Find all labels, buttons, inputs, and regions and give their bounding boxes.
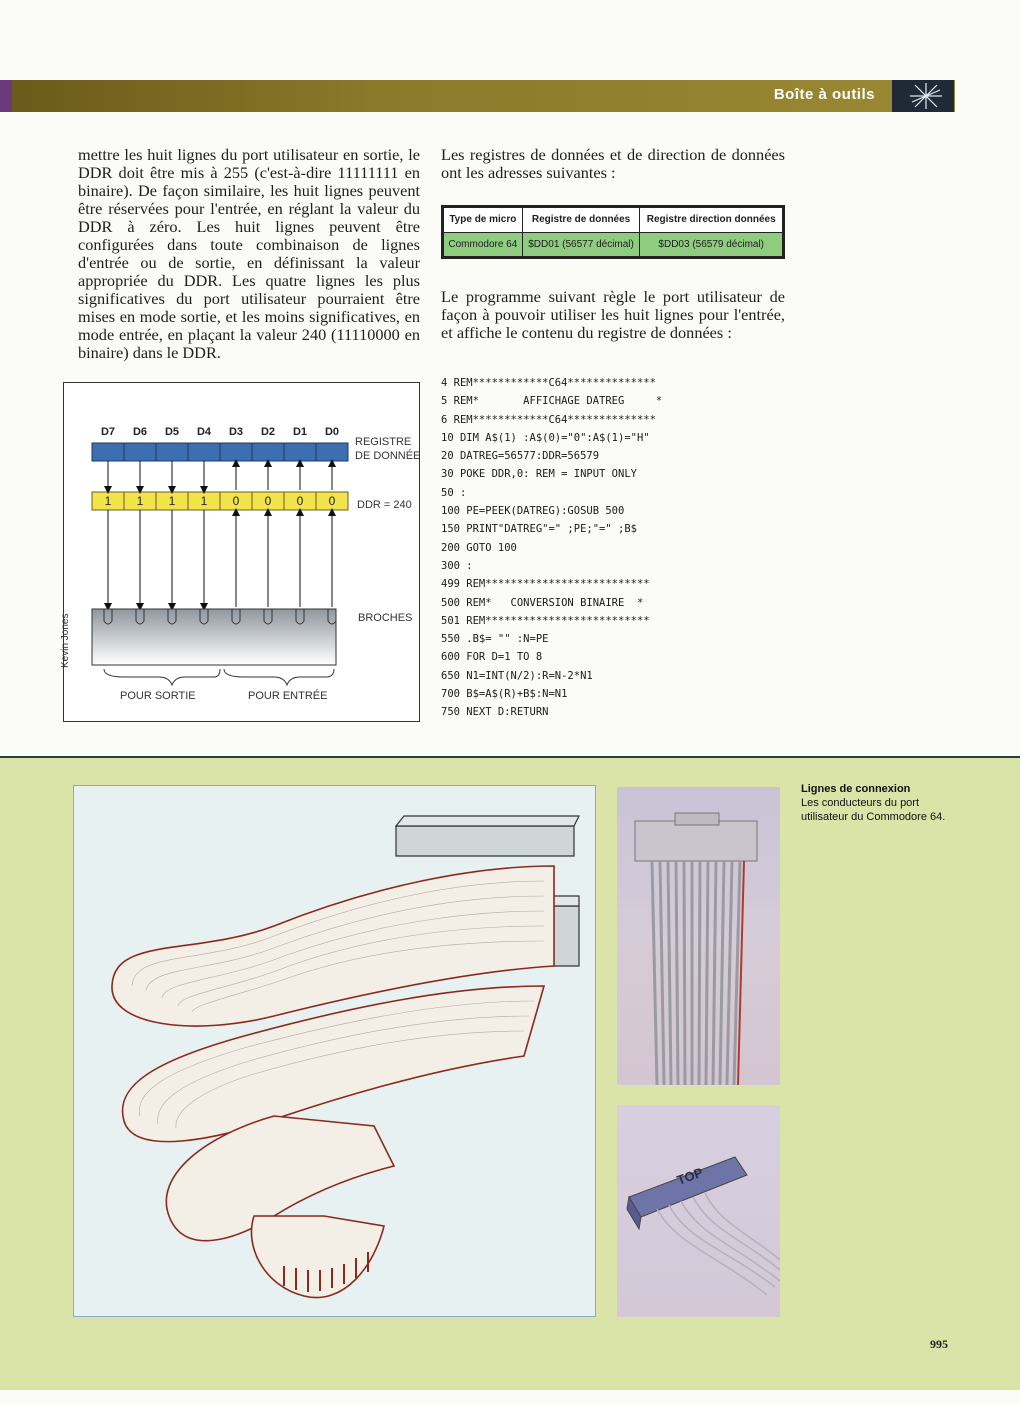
register-cell: [252, 443, 284, 461]
table-cell: $DD03 (56579 décimal): [640, 232, 783, 257]
ddr-diagram-svg: [64, 383, 421, 723]
body-text-program-intro: Le programme suivant règle le port utilisateur de façon à pouvoir utiliser les huit lignes pour l'entrée, et affiche le contenu du registre de données :: [441, 287, 785, 342]
connector-photo-bottom: [617, 1105, 780, 1317]
bit-label: D5: [164, 426, 180, 438]
code-line: 499 REM**************************: [441, 578, 650, 591]
code-line: 4 REM************C64**************: [441, 377, 656, 389]
bit-label: D6: [132, 426, 148, 438]
bit-label: D7: [100, 426, 116, 438]
ribbon-cable-drawing: [74, 786, 595, 1316]
register-cell: [220, 443, 252, 461]
code-line: 650 N1=INT(N/2):R=N-2*N1: [441, 669, 593, 682]
bit-label: D1: [292, 426, 308, 438]
code-line: 750 NEXT D:RETURN: [441, 706, 549, 719]
bit-label: D4: [196, 426, 212, 438]
label-output: POUR SORTIE: [120, 690, 196, 702]
register-cell: [124, 443, 156, 461]
table-cell: Commodore 64: [444, 232, 523, 257]
code-line: 10 DIM A$(1) :A$(0)="0":A$(1)="H": [441, 431, 650, 444]
brace-output: [104, 669, 220, 685]
page-number: 995: [930, 1337, 948, 1351]
register-cell: [156, 443, 188, 461]
label-ddr: DDR = 240: [357, 499, 412, 511]
connector-photo-top: [617, 787, 780, 1085]
code-line: 30 POKE DDR,0: REM = INPUT ONLY: [441, 468, 637, 481]
ddr-bit-value: 1: [168, 494, 176, 508]
caption-text: Les conducteurs du port utilisateur du Commodore 64.: [801, 797, 946, 823]
label-input: POUR ENTRÉE: [248, 690, 328, 702]
body-text-intro: Les registres de données et de direction de données ont les adresses suivantes :: [441, 145, 785, 182]
code-line: 550 .B$= "" :N=PE: [441, 633, 549, 646]
label-pins: BROCHES: [358, 612, 413, 624]
code-line: 700 B$=A$(R)+B$:N=N1: [441, 688, 568, 701]
ddr-bit-value: 1: [200, 494, 208, 508]
label-register-1: REGISTRE: [355, 436, 412, 448]
code-line: 600 FOR D=1 TO 8: [441, 651, 543, 664]
illustration-credit: Kevin Jones: [60, 613, 71, 668]
pins-block: [92, 609, 336, 665]
photo-caption: [801, 782, 961, 824]
table-header-cell: Registre de données: [522, 208, 640, 233]
body-text-left: mettre les huit lignes du port utilisateur en sortie, le DDR doit être mis à 255 (c'est-à-dire 11111111 en binaire). De façon similaire, les huit lignes peuvent être réservées pour l'entrée, en réglant la valeur du DDR à zéro. Les huit lignes peuvent être configurées dans toute combinaison de lignes d'entrée ou de sortie, en définissant la valeur appropriée du DDR. Les quatre lignes les plus significatives du port utilisateur pourraient être mises en mode sortie, et les moins significatives, en mode entrée, en plaçant la valeur 240 (11110000 en binaire) dans le DDR.: [78, 145, 420, 362]
code-line: 200 GOTO 100: [441, 541, 517, 554]
ribbon-cable-illustration: [73, 785, 596, 1317]
ddr-bit-value: 0: [296, 494, 304, 508]
table-header-cell: Registre direction données: [640, 208, 783, 233]
label-register-2: DE DONNÉES: [355, 450, 421, 462]
ddr-bit-value: 0: [328, 494, 336, 508]
table-row: [444, 232, 783, 257]
code-line: 100 PE=PEEK(DATREG):GOSUB 500: [441, 505, 625, 518]
ddr-bit-value: 1: [136, 494, 144, 508]
register-table: [441, 205, 785, 259]
table-cell: $DD01 (56577 décimal): [522, 232, 640, 257]
code-line: 5 REM* AFFICHAGE DATREG *: [441, 395, 663, 408]
register-cell: [284, 443, 316, 461]
basic-program-listing: [441, 374, 781, 722]
code-line: 50 :: [441, 486, 467, 499]
code-line: 300 :: [441, 559, 473, 572]
bit-label: D2: [260, 426, 276, 438]
ddr-bit-value: 1: [104, 494, 112, 508]
starburst-icon: [892, 80, 954, 112]
code-line: 6 REM************C64**************: [441, 413, 656, 426]
caption-title: Lignes de connexion: [801, 783, 911, 795]
register-cell: [188, 443, 220, 461]
connector-top-marking: TOP: [674, 1164, 705, 1188]
bit-label: D3: [228, 426, 244, 438]
code-line: 20 DATREG=56577:DDR=56579: [441, 450, 600, 463]
ddr-diagram: [63, 382, 420, 722]
bit-label: D0: [324, 426, 340, 438]
brace-input: [224, 669, 334, 685]
ddr-bit-value: 0: [232, 494, 240, 508]
section-title: Boîte à outils: [773, 86, 875, 103]
ddr-bit-value: 0: [264, 494, 272, 508]
code-line: 500 REM* CONVERSION BINAIRE *: [441, 596, 644, 609]
code-line: 150 PRINT"DATREG"=" ;PE;"=" ;B$: [441, 523, 637, 536]
table-header-row: [444, 208, 783, 233]
table-header-cell: Type de micro: [444, 208, 523, 233]
register-cell: [92, 443, 124, 461]
header-accent: [0, 80, 12, 112]
register-cell: [316, 443, 348, 461]
code-line: 501 REM**************************: [441, 614, 650, 627]
